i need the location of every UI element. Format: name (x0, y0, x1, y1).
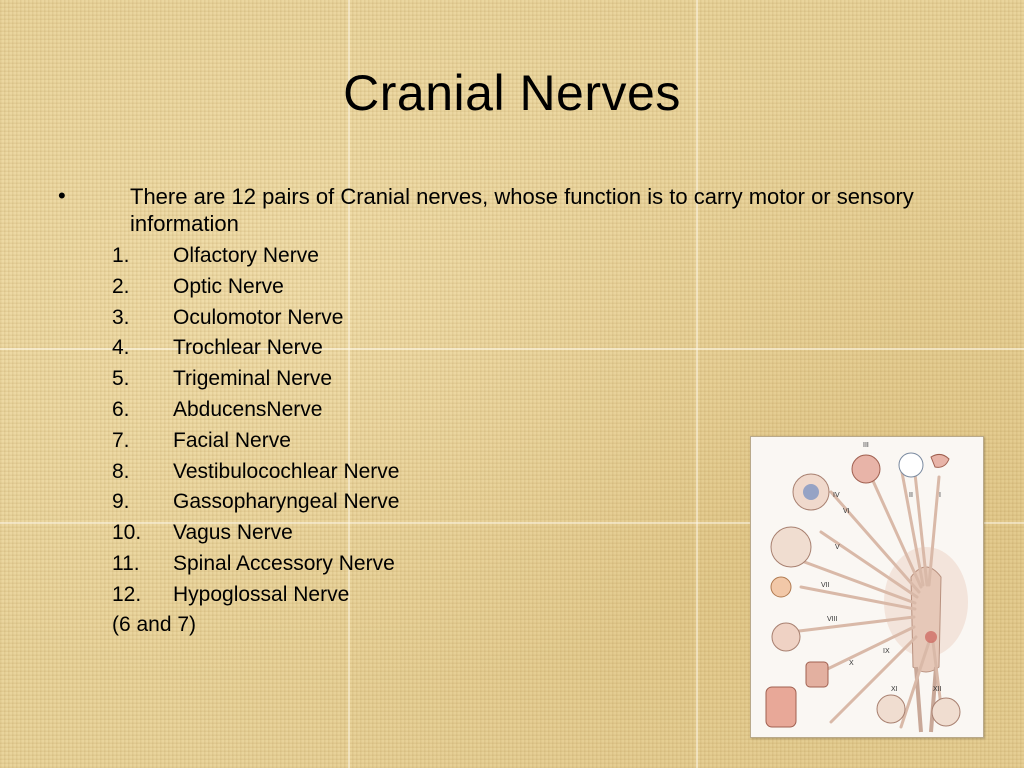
list-number: 3. (112, 305, 130, 329)
roman-label: IX (883, 648, 890, 655)
list-number: 6. (112, 397, 130, 421)
nerve-label: Facial Nerve (173, 428, 291, 452)
slide-title: Cranial Nerves (343, 65, 681, 121)
bullet-text: There are 12 pairs of Cranial nerves, whose function is to carry motor or sensory information (130, 184, 914, 236)
list-number: 4. (112, 336, 130, 360)
nerve-label: Oculomotor Nerve (173, 305, 344, 329)
roman-label: X (849, 660, 854, 667)
roman-label: I (939, 492, 941, 499)
nerve-label: Vagus Nerve (173, 521, 293, 545)
nerve-label: Hypoglossal Nerve (173, 582, 350, 606)
nerve-label: Gassopharyngeal Nerve (173, 490, 400, 514)
bullet-marker: • (58, 183, 66, 208)
list-number: 1. (112, 244, 130, 267)
list-number: 12. (112, 582, 142, 606)
cranial-nerves-illustration (750, 436, 984, 738)
nerve-label: Olfactory Nerve (173, 244, 319, 267)
cranial-nerves-diagram (751, 437, 983, 737)
roman-label: II (909, 492, 913, 499)
roman-label: IV (833, 492, 840, 499)
list-number: 8. (112, 459, 130, 483)
roman-label: XII (933, 686, 942, 693)
roman-label: XI (891, 686, 898, 693)
roman-label: VIII (827, 616, 838, 623)
list-number: 5. (112, 367, 130, 391)
roman-label: V (835, 544, 840, 551)
note-text: (6 and 7) (112, 613, 197, 636)
list-number: 10. (112, 521, 142, 545)
list-number: 7. (112, 428, 130, 452)
nerve-label: Vestibulocochlear Nerve (173, 459, 400, 483)
roman-label: VI (843, 508, 850, 515)
roman-label: III (863, 442, 869, 449)
list-number: 11. (112, 551, 140, 575)
nerve-label: Optic Nerve (173, 274, 284, 298)
nerve-label: Trigeminal Nerve (173, 367, 333, 391)
nerve-label: AbducensNerve (173, 397, 323, 421)
nerve-label: Spinal Accessory Nerve (173, 551, 395, 575)
list-number: 9. (112, 490, 130, 514)
nerve-label: Trochlear Nerve (173, 336, 323, 360)
roman-label: VII (821, 582, 830, 589)
list-number: 2. (112, 274, 130, 298)
